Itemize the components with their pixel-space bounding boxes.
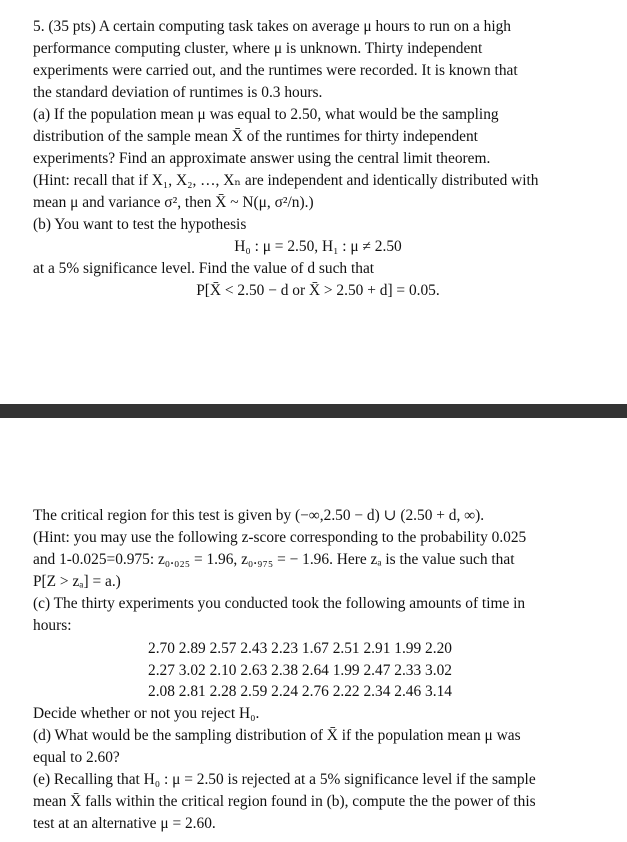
text-line: performance computing cluster, where μ is unknown. Thirty independent [33, 40, 483, 57]
text-line: (Hint: recall that if X₁, X₂, …, Xₙ are independent and identically distributed with [33, 172, 539, 189]
text-line: (a) If the population mean μ was equal to 2.50, what would be the sampling [33, 106, 499, 123]
text-line: experiments? Find an approximate answer using the central limit theorem. [33, 150, 491, 167]
text-line: (c) The thirty experiments you conducted took the following amounts of time in [33, 595, 526, 612]
text-line: The critical region for this test is given by (−∞,2.50 − d) ∪ (2.50 + d, ∞). [33, 507, 485, 524]
text-line: test at an alternative μ = 2.60. [33, 815, 216, 832]
text-line: experiments were carried out, and the runtimes were recorded. It is known that [33, 62, 518, 79]
data-row: 2.08 2.81 2.28 2.59 2.24 2.76 2.22 2.34 2.46 3.14 [148, 683, 452, 700]
problem-text-top [33, 16, 603, 302]
probability-equation: P[X̄ < 2.50 − d or X̄ > 2.50 + d] = 0.05. [196, 282, 440, 299]
text-line: the standard deviation of runtimes is 0.3 hours. [33, 84, 323, 101]
text-line: hours: [33, 617, 72, 634]
problem-text-end [33, 703, 603, 835]
text-line: (d) What would be the sampling distribution of X̄ if the population mean μ was [33, 727, 521, 744]
runtime-data-table [148, 638, 508, 703]
text-line: and 1-0.025=0.975: z₀.₀₂₅ = 1.96, z₀.₉₇₅ = − 1.96. Here zₐ is the value such that [33, 551, 515, 568]
text-line: mean μ and variance σ², then X̄ ~ N(μ, σ²/n).) [33, 194, 314, 211]
data-row: 2.70 2.89 2.57 2.43 2.23 1.67 2.51 2.91 1.99 2.20 [148, 640, 452, 657]
data-row: 2.27 3.02 2.10 2.63 2.38 2.64 1.99 2.47 2.33 3.02 [148, 661, 452, 679]
text-line: (Hint: you may use the following z-score corresponding to the probability 0.025 [33, 529, 527, 546]
problem-text-bottom [33, 505, 603, 637]
text-line: P[Z > zₐ] = a.) [33, 573, 121, 590]
page-divider [0, 404, 627, 418]
text-line: (e) Recalling that H₀ : μ = 2.50 is rejected at a 5% significance level if the sample [33, 771, 536, 788]
text-line: Decide whether or not you reject H₀. [33, 705, 260, 722]
hypothesis-equation: H₀ : μ = 2.50, H₁ : μ ≠ 2.50 [234, 238, 402, 255]
text-line: mean X̄ falls within the critical region found in (b), compute the the power of this [33, 793, 536, 810]
text-line: equal to 2.60? [33, 749, 120, 766]
text-line: (b) You want to test the hypothesis [33, 216, 247, 233]
text-line: distribution of the sample mean X̄ of the runtimes for thirty independent [33, 128, 478, 145]
text-line: 5. (35 pts) A certain computing task takes on average μ hours to run on a high [33, 18, 511, 35]
text-line: at a 5% significance level. Find the value of d such that [33, 260, 375, 277]
